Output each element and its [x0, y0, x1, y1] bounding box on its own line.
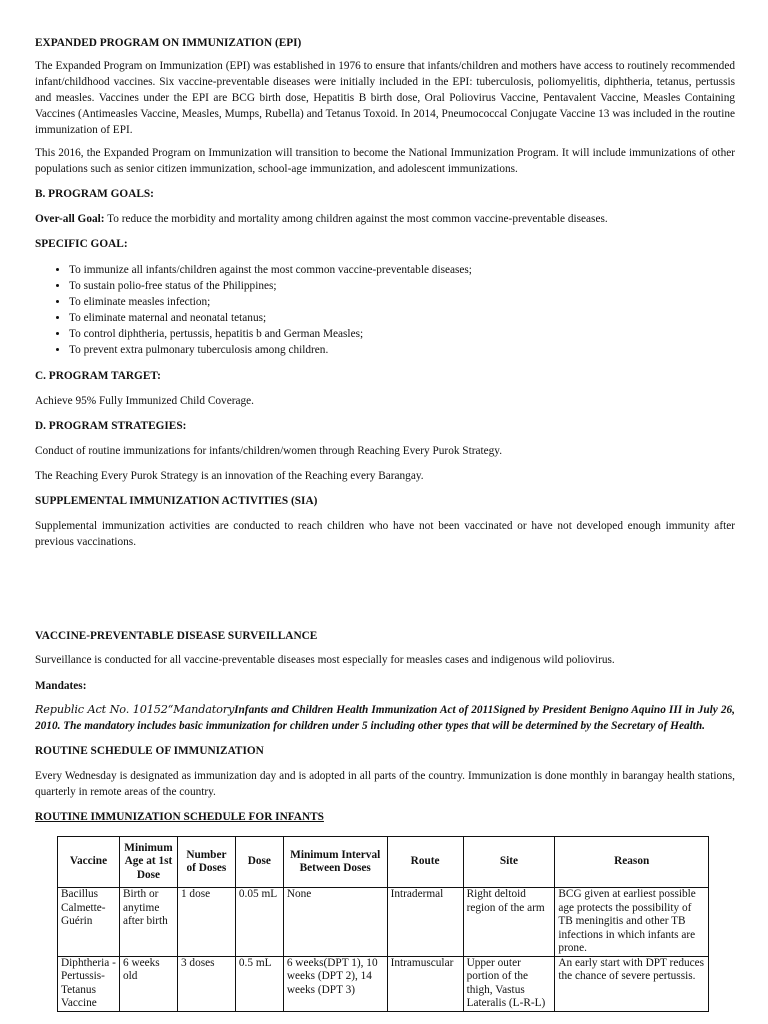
header-minimum-interval: Minimum Interval Between Doses — [283, 837, 387, 888]
header-minimum-age: Minimum Age at 1st Dose — [119, 837, 177, 888]
list-item: • To eliminate maternal and neonatal tetanus; — [69, 310, 735, 326]
epi-title: EXPANDED PROGRAM ON IMMUNIZATION (EPI) — [35, 37, 302, 49]
list-item: • To immunize all infants/children against the most common vaccine-preventable diseases; — [69, 262, 735, 278]
cell-vaccine: Bacillus Calmette-Guérin — [58, 888, 120, 957]
republic-act-reference: Republic Act No. 10152“Mandatory — [35, 703, 235, 716]
table-header-row — [58, 837, 709, 888]
strategies-paragraph-2: The Reaching Every Purok Strategy is an innovation of the Reaching every Barangay. — [35, 470, 424, 482]
header-site: Site — [463, 837, 555, 888]
specific-goal-heading: SPECIFIC GOAL: — [35, 238, 128, 250]
cell-site: Upper outer portion of the thigh, Vastus Lateralis (L-R-L) — [463, 956, 555, 1011]
routine-schedule-heading: ROUTINE SCHEDULE OF IMMUNIZATION — [35, 745, 264, 757]
cell-route: Intramuscular — [387, 956, 463, 1011]
list-item: • To prevent extra pulmonary tuberculosis among children. — [69, 342, 735, 358]
cell-vaccine: Diphtheria -Pertussis-Tetanus Vaccine — [58, 956, 120, 1011]
program-goals-heading: B. PROGRAM GOALS: — [35, 188, 154, 200]
surveillance-text: Surveillance is conducted for all vaccine-preventable diseases most especially for measles cases and indigenous wild poliovirus. — [35, 654, 615, 666]
cell-minimum-age: Birth or anytime after birth — [119, 888, 177, 957]
header-reason: Reason — [555, 837, 709, 888]
cell-route: Intradermal — [387, 888, 463, 957]
sia-text: Supplemental immunization activities are conducted to reach children who have not been vaccinated or have not developed enough immunity after previous vaccinations. — [35, 520, 735, 548]
overall-goal-text: To reduce the morbidity and mortality among children against the most common vaccine-preventable diseases. — [104, 213, 608, 225]
table-row — [58, 888, 709, 957]
program-target-text: Achieve 95% Fully Immunized Child Coverage. — [35, 395, 254, 407]
sia-heading: SUPPLEMENTAL IMMUNIZATION ACTIVITIES (SIA) — [35, 495, 318, 507]
cell-reason: BCG given at earliest possible age protects the possibility of TB meningitis and other TB infections in which infants are prone. — [555, 888, 709, 957]
strategies-paragraph-1: Conduct of routine immunizations for infants/children/women through Reaching Every Purok Strategy. — [35, 445, 503, 457]
mandates-heading: Mandates: — [35, 680, 87, 692]
cell-minimum-age: 6 weeks old — [119, 956, 177, 1011]
cell-site: Right deltoid region of the arm — [463, 888, 555, 957]
surveillance-heading: VACCINE-PREVENTABLE DISEASE SURVEILLANCE — [35, 630, 318, 642]
header-dose: Dose — [235, 837, 283, 888]
epi-paragraph-2: This 2016, the Expanded Program on Immunization will transition to become the National Immunization Program. It will include immunizations of other populations such as senior citizen immunization, school-age immunization, and adolescent immunizations. — [35, 147, 735, 175]
cell-dose: 0.5 mL — [235, 956, 283, 1011]
overall-goal-label: Over-all Goal: — [35, 213, 105, 225]
list-item: • To control diphtheria, pertussis, hepatitis b and German Measles; — [69, 326, 735, 342]
immunization-schedule-table — [57, 836, 709, 1012]
routine-schedule-text: Every Wednesday is designated as immunization day and is adopted in all parts of the country. Immunization is done monthly in barangay health stations, quarterly in remote areas of the country. — [35, 770, 735, 798]
mandates-body: Infants and Children Health Immunization Act of 2011Signed by President Benigno Aquino III in July 26, 2010. The mandatory includes basic immunization for children under 5 including other types that will be determined by the Secretary of Health. — [35, 704, 735, 732]
program-strategies-heading: D. PROGRAM STRATEGIES: — [35, 420, 187, 432]
mandates-text — [35, 702, 735, 734]
cell-number-of-doses: 3 doses — [177, 956, 235, 1011]
epi-paragraph-1: The Expanded Program on Immunization (EPI) was established in 1976 to ensure that infants/children and mothers have access to routinely recommended infant/childhood vaccines. Six vaccine-preventable diseases were initially included in the EPI: tuberculosis, poliomyelitis, diphtheria, tetanus, pertussis and measles. Vaccines under the EPI are BCG birth dose, Hepatitis B birth dose, Oral Poliovirus Vaccine, Pentavalent Vaccine, Measles Containing Vaccines (Antimeasles Vaccine, Measles, Mumps, Rubella) and Tetanus Toxoid. In 2014, Pneumococcal Conjugate Vaccine 13 was included in the routine immunization of EPI. — [35, 60, 735, 136]
cell-number-of-doses: 1 dose — [177, 888, 235, 957]
header-number-of-doses: Number of Doses — [177, 837, 235, 888]
list-item: • To sustain polio-free status of the Philippines; — [69, 278, 735, 294]
header-route: Route — [387, 837, 463, 888]
table-row — [58, 956, 709, 1011]
cell-minimum-interval: None — [283, 888, 387, 957]
infant-schedule-heading: ROUTINE IMMUNIZATION SCHEDULE FOR INFANTS — [35, 811, 324, 823]
program-target-heading: C. PROGRAM TARGET: — [35, 370, 161, 382]
cell-reason: An early start with DPT reduces the chance of severe pertussis. — [555, 956, 709, 1011]
overall-goal — [35, 211, 735, 227]
cell-minimum-interval: 6 weeks(DPT 1), 10 weeks (DPT 2), 14 weeks (DPT 3) — [283, 956, 387, 1011]
specific-goals-list — [35, 262, 735, 358]
header-vaccine: Vaccine — [58, 837, 120, 888]
list-item: • To eliminate measles infection; — [69, 294, 735, 310]
cell-dose: 0.05 mL — [235, 888, 283, 957]
